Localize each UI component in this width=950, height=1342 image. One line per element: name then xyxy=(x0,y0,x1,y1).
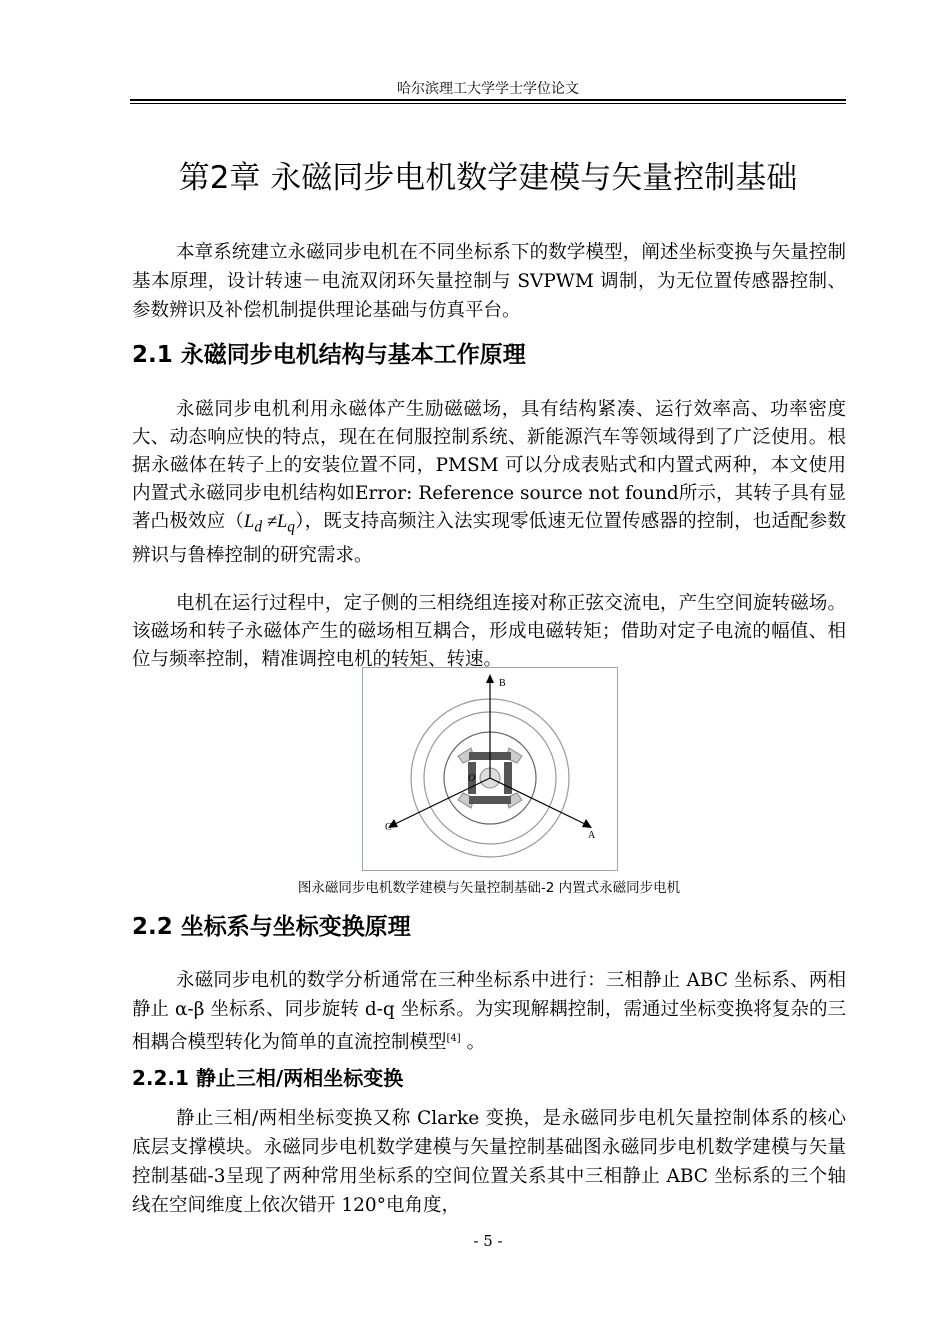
figure-caption: 图永磁同步电机数学建模与矢量控制基础-2 内置式永磁同步电机 xyxy=(297,880,681,896)
header-rule-thin xyxy=(130,103,846,104)
header-rule-thick xyxy=(130,99,846,101)
neq-symbol: ≠ xyxy=(262,512,277,532)
chapter-title: 第2章 永磁同步电机数学建模与矢量控制基础 xyxy=(178,160,798,196)
origin-label: O xyxy=(468,773,476,784)
paragraph-text: ），既支持高频注入法实现零低速无位置传感器的控制，也适配参数辨识与鲁棒控制的研究需求。 xyxy=(132,511,846,566)
axis-a-label: A xyxy=(588,830,596,841)
intro-paragraph: 本章系统建立永磁同步电机在不同坐标系下的数学模型，阐述坐标变换与矢量控制基本原理，设计转速－电流双闭环矢量控制与 SVPWM 调制，为无位置传感器控制、参数辨识及补偿机制提供理论基础与仿真平台。 xyxy=(132,242,846,321)
lq-symbol: $L_q$ xyxy=(277,512,295,536)
motor-structure-figure xyxy=(362,667,618,871)
axis-b-label: B xyxy=(499,678,506,689)
section-2-1-heading: 2.1 永磁同步电机结构与基本工作原理 xyxy=(132,342,526,368)
paragraph-text: 永磁同步电机的数学分析通常在三种坐标系中进行：三相静止 ABC 坐标系、两相静止 α-β 坐标系、同步旋转 d-q 坐标系。为实现解耦控制，需通过坐标变换将复杂的三相耦合模型转化为简单的直流控制模型 xyxy=(132,970,846,1054)
section-2-1-paragraph-1 xyxy=(132,396,846,570)
ld-symbol: $L_d$ xyxy=(244,512,263,536)
running-header: 哈尔滨理工大学学士学位论文 xyxy=(397,81,579,97)
paragraph-text: 永磁同步电机利用永磁体产生励磁磁场，具有结构紧凑、运行效率高、功率密度大、动态响应快的特点，现在在伺服控制系统、新能源汽车等领域得到了广泛使用。根据永磁体在转子上的安装位置不同，PMSM 可以分成表贴式和内置式两种，本文使用内置式永磁同步电机结构如Error: Reference source not found所示，其转子具有显著凸极效应（ xyxy=(132,399,846,532)
section-2-2-paragraph xyxy=(132,966,846,1057)
motor-diagram xyxy=(363,668,617,870)
citation-ref: [4] xyxy=(446,1033,461,1044)
paragraph-text: 。 xyxy=(460,1032,486,1054)
section-2-1-paragraph-2: 电机在运行过程中，定子侧的三相绕组连接对称正弦交流电，产生空间旋转磁场。该磁场和转子永磁体产生的磁场相互耦合，形成电磁转矩；借助对定子电流的幅值、相位与频率控制，精准调控电机的转矩、转速。 xyxy=(132,593,846,670)
section-2-2-heading: 2.2 坐标系与坐标变换原理 xyxy=(132,914,411,940)
page-number: - 5 - xyxy=(473,1232,503,1250)
section-2-2-1-paragraph: 静止三相/两相坐标变换又称 Clarke 变换，是永磁同步电机矢量控制体系的核心底层支撑模块。永磁同步电机数学建模与矢量控制基础图永磁同步电机数学建模与矢量控制基础-3呈现了两种常用坐标系的空间位置关系其中三相静止 ABC 坐标系的三个轴线在空间维度上依次错开 120°电角度， xyxy=(132,1108,846,1216)
axis-c-label: C xyxy=(385,822,392,833)
section-2-2-1-heading: 2.2.1 静止三相/两相坐标变换 xyxy=(132,1066,404,1090)
